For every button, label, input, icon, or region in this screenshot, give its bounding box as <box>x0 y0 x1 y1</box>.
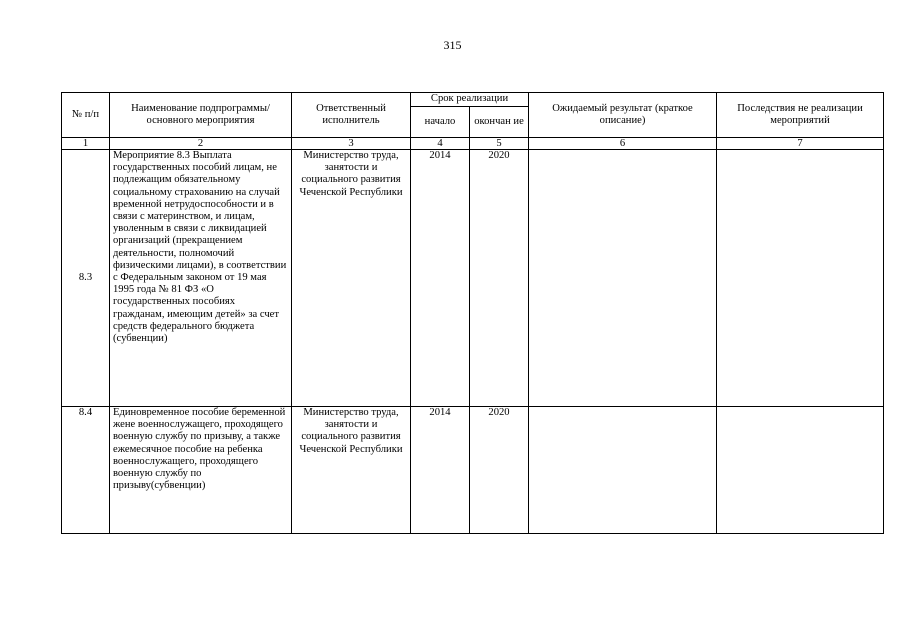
column-number: 3 <box>292 138 411 150</box>
header-result: Ожидаемый результат (краткое описание) <box>529 93 717 138</box>
header-period: Срок реализации <box>411 93 529 107</box>
column-number: 2 <box>110 138 292 150</box>
end-year: 2020 <box>470 150 529 407</box>
header-executor: Ответственный исполнитель <box>292 93 411 138</box>
header-name: Наименование подпрограммы/ основного мероприятия <box>110 93 292 138</box>
column-number: 4 <box>411 138 470 150</box>
column-number: 7 <box>717 138 884 150</box>
page-number: 315 <box>443 38 462 52</box>
header-consequences: Последствия не реализации мероприятий <box>717 93 884 138</box>
column-number: 6 <box>529 138 717 150</box>
header-start: начало <box>411 106 470 137</box>
measure-name: Единовременное пособие беременной жене военнослужащего, проходящего военную службу по призыву, а также ежемесячное пособие на ребенка военнослужащего, проходящего военную службу по призыву(субвенции) <box>110 407 292 534</box>
start-year: 2014 <box>411 407 470 534</box>
column-numbers-row <box>62 138 884 150</box>
table-row <box>62 150 884 407</box>
header-num: № п/п <box>62 93 110 138</box>
start-year: 2014 <box>411 150 470 407</box>
column-number: 5 <box>470 138 529 150</box>
expected-result <box>529 150 717 407</box>
responsible-executor: Министерство труда, занятости и социального развития Чеченской Республики <box>292 407 411 534</box>
header-end: окончан ие <box>470 106 529 137</box>
measure-name: Мероприятие 8.3 Выплата государственных пособий лицам, не подлежащим обязательному социальному страхованию на случай временной нетрудоспособности и в связи с материнством, и лицам, уволенным в связи с ликвидацией организаций (прекращением деятельности, полномочий физическими лицами), в соответствии с Федеральным законом от 19 мая 1995 года № 81 ФЗ «О государственных пособиях гражданам, имеющим детей» за счет средств федерального бюджета (субвенции) <box>110 150 292 407</box>
row-number: 8.3 <box>62 150 110 407</box>
responsible-executor: Министерство труда, занятости и социального развития Чеченской Республики <box>292 150 411 407</box>
consequences <box>717 150 884 407</box>
column-number: 1 <box>62 138 110 150</box>
program-measures-table <box>61 92 884 534</box>
header-row-1 <box>62 93 884 107</box>
consequences <box>717 407 884 534</box>
row-number: 8.4 <box>62 407 110 534</box>
expected-result <box>529 407 717 534</box>
table-row <box>62 407 884 534</box>
end-year: 2020 <box>470 407 529 534</box>
